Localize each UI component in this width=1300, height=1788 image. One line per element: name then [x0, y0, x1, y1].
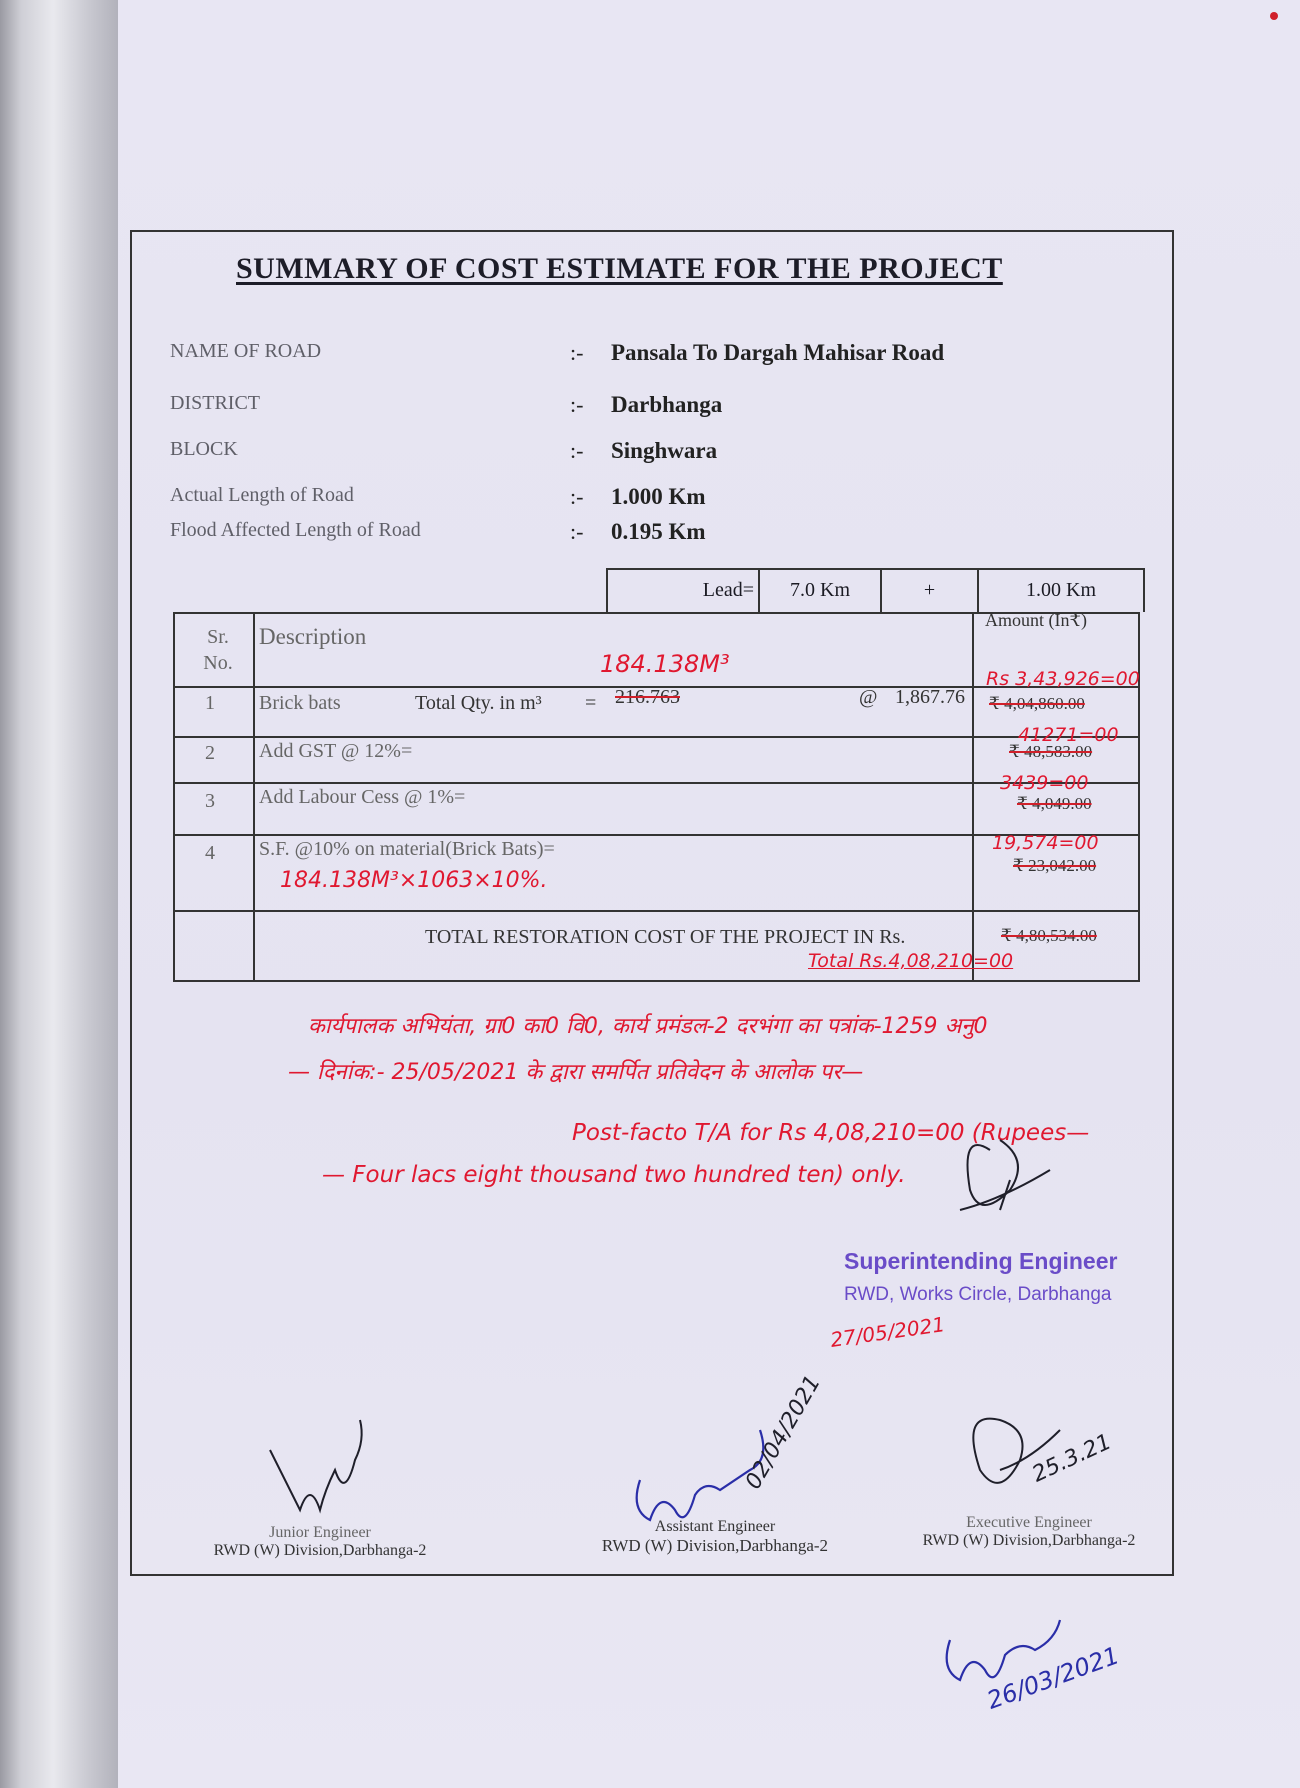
signatory-office: RWD (W) Division,Darbhanga-2 — [213, 1542, 427, 1559]
handwritten-total: Total Rs.4,08,210=00 — [808, 950, 1014, 972]
signatory-je — [180, 1524, 460, 1560]
handwritten-sf-note: 184.138M³×1063×10%. — [280, 868, 548, 893]
header-sr: Sr. No. — [203, 626, 233, 674]
total-amount: ₹ 4,80,534.00 — [1001, 926, 1097, 945]
row-description: S.F. @10% on material(Brick Bats)= — [259, 838, 555, 860]
info-value: Pansala To Dargah Mahisar Road — [611, 340, 945, 365]
lead-value: 7.0 Km — [760, 570, 882, 612]
row-qty-label: Total Qty. in m³ — [415, 692, 542, 714]
lead-extra: 1.00 Km — [1026, 579, 1096, 601]
row-sr: 2 — [205, 742, 215, 764]
row-amount: ₹ 48,583.00 — [1009, 742, 1093, 761]
handwritten-qty-correction: 184.138M³ — [600, 650, 730, 678]
lead-plus: + — [882, 570, 979, 612]
se-signature — [960, 1140, 1050, 1210]
handwritten-se-date: 27/05/2021 — [828, 1312, 947, 1352]
signatory-office: RWD (W) Division,Darbhanga-2 — [922, 1532, 1136, 1549]
info-sep: :- — [570, 340, 584, 365]
info-label: Flood Affected Length of Road — [170, 519, 421, 541]
handwritten-ee-date: 25.3.21 — [1028, 1429, 1116, 1488]
info-sep: :- — [570, 438, 584, 463]
row-sr: 1 — [205, 692, 215, 714]
row-at: @ — [859, 686, 878, 708]
row-description: Add GST @ 12%= — [259, 740, 413, 762]
total-label: TOTAL RESTORATION COST OF THE PROJECT IN Rs. — [425, 926, 906, 948]
lead-label: Lead= — [608, 570, 760, 612]
header-amount: Amount (In₹) — [985, 610, 1087, 630]
info-sep: :- — [570, 484, 584, 509]
info-value: 1.000 Km — [611, 484, 706, 509]
row-qty: 216.763 — [615, 686, 680, 708]
signatory-title: Assistant Engineer — [654, 1518, 776, 1535]
handwritten-note-line-4: — Four lacs eight thousand two hundred ten) only. — [322, 1162, 906, 1188]
row-amount: ₹ 4,049.00 — [1017, 794, 1092, 813]
row-rate: 1,867.76 — [895, 686, 965, 708]
row-sr: 4 — [205, 842, 215, 864]
info-value: Singhwara — [611, 438, 718, 463]
signatory-title: Junior Engineer — [269, 1524, 371, 1541]
signatory-title: Executive Engineer — [966, 1514, 1092, 1531]
info-sep: :- — [570, 519, 584, 544]
info-label: NAME OF ROAD — [170, 340, 322, 362]
info-label: BLOCK — [170, 438, 238, 460]
je-signature — [270, 1420, 362, 1510]
signatory-office: RWD (W) Division,Darbhanga-2 — [601, 1536, 829, 1555]
handwritten-note-line-2: — दिनांक:- 25/05/2021 के द्वारा समर्पित प्रतिवेदन के आलोक पर— — [288, 1060, 864, 1085]
handwritten-note-line-1: कार्यपालक अभियंता, ग्रा0 का0 वि0, कार्य प्रमंडल-2 दरभंगा का पत्रांक-1259 अनु0 — [308, 1014, 988, 1039]
info-label: DISTRICT — [170, 392, 260, 414]
info-sep: :- — [570, 392, 584, 417]
row-eq: = — [585, 692, 597, 714]
signatory-ae — [570, 1518, 860, 1556]
handwritten-note-line-3: Post-facto T/A for Rs 4,08,210=00 (Rupees— — [572, 1120, 1090, 1146]
handwritten-amount-4: 19,574=00 — [992, 832, 1099, 854]
handwritten-amount-2: 41271=00 — [1018, 724, 1119, 746]
row-amount: ₹ 23,042.00 — [1013, 856, 1097, 875]
info-value: Darbhanga — [611, 392, 723, 417]
document-title: SUMMARY OF COST ESTIMATE FOR THE PROJECT — [236, 252, 1003, 285]
row-amount: ₹ 4,04,860.00 — [989, 694, 1085, 713]
handwritten-ae-date: 02/04/2021 — [740, 1371, 826, 1494]
row-sr: 3 — [205, 790, 215, 812]
handwritten-amount-3: 3439=00 — [1000, 772, 1089, 794]
row-description: Add Labour Cess @ 1%= — [259, 786, 466, 808]
info-label: Actual Length of Road — [170, 484, 354, 506]
stamp-title: Superintending Engineer — [844, 1248, 1118, 1274]
stamp-office: RWD, Works Circle, Darbhanga — [844, 1284, 1112, 1305]
row-description: Brick bats — [259, 692, 341, 714]
handwritten-amount-1: Rs 3,43,926=00 — [986, 668, 1140, 690]
header-description: Description — [259, 624, 367, 649]
signatory-ee — [884, 1514, 1174, 1550]
info-value: 0.195 Km — [611, 519, 706, 544]
handwritten-bottom-date: 26/03/2021 — [983, 1641, 1123, 1715]
